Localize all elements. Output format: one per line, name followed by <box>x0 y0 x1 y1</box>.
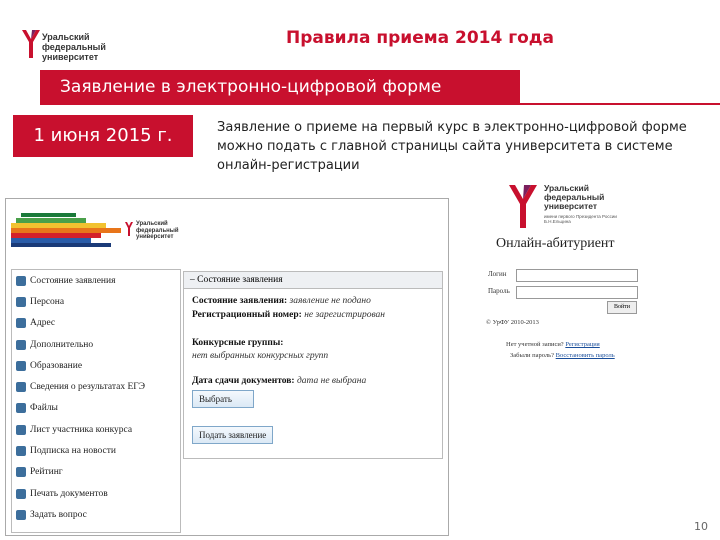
choose-button[interactable]: Выбрать <box>192 390 254 408</box>
reg-number-line: Регистрационный номер: не зарегистрирован <box>192 310 385 320</box>
sidebar-item-education[interactable]: Образование <box>12 355 180 376</box>
password-input[interactable] <box>516 286 638 299</box>
password-label: Пароль <box>488 287 510 295</box>
education-icon <box>16 361 26 371</box>
login-label: Логин <box>488 270 507 278</box>
question-icon <box>16 510 26 520</box>
sidebar-item-status[interactable]: Состояние заявления <box>12 270 180 291</box>
panel-header: – Состояние заявления <box>184 272 442 289</box>
online-applicant-login-screenshot <box>482 178 642 363</box>
logo-text: Уральский федеральный университет <box>544 183 605 211</box>
logo-text: Уральский федеральный университет <box>136 221 179 240</box>
logo-text: Уральский федеральный университет <box>42 32 106 62</box>
divider <box>40 103 720 105</box>
sidebar-item-address[interactable]: Адрес <box>12 313 180 334</box>
print-icon <box>16 489 26 499</box>
forgot-line: Забыли пароль? Восстановить пароль <box>510 352 615 359</box>
description-text: Заявление о приеме на первый курс в электронно-цифровой форме можно подать с главной страницы сайта университета в системе онлайн-регистрации <box>217 120 687 173</box>
sidebar-item-person[interactable]: Персона <box>12 291 180 312</box>
news-subscription-icon <box>16 446 26 456</box>
section-title: Заявление в электронно-цифровой форме <box>60 77 442 97</box>
sidebar-item-print[interactable]: Печать документов <box>12 483 180 504</box>
address-icon <box>16 318 26 328</box>
status-panel <box>183 271 443 459</box>
sidebar-item-extra[interactable]: Дополнительно <box>12 334 180 355</box>
login-input[interactable] <box>516 269 638 282</box>
sidebar-item-question[interactable]: Задать вопрос <box>12 504 180 525</box>
copyright: © УрФУ 2010-2013 <box>486 319 539 326</box>
university-y-icon <box>20 28 42 60</box>
page-number: 10 <box>694 520 708 533</box>
recover-password-link[interactable]: Восстановить пароль <box>555 352 615 359</box>
cabinet-sidebar <box>11 269 181 533</box>
contest-sheet-icon <box>16 425 26 435</box>
files-icon <box>16 403 26 413</box>
login-button[interactable]: Войти <box>607 301 637 314</box>
groups-value: нет выбранных конкурсных групп <box>192 351 329 361</box>
no-account-line: Нет учетной записи? Регистрация <box>506 341 600 348</box>
date-badge <box>13 115 193 157</box>
sidebar-item-exam-results[interactable]: Сведения о результатах ЕГЭ <box>12 376 180 397</box>
university-y-icon <box>506 182 540 230</box>
section-title-bar <box>40 70 520 105</box>
register-link[interactable]: Регистрация <box>565 341 600 348</box>
sidebar-item-files[interactable]: Файлы <box>12 398 180 419</box>
sidebar-item-news[interactable]: Подписка на новости <box>12 440 180 461</box>
person-icon <box>16 297 26 307</box>
status-icon <box>16 276 26 286</box>
page-title: Правила приема 2014 года <box>285 28 554 48</box>
applicant-cabinet-screenshot <box>5 198 449 536</box>
logo-subtitle: имени первого Президента России Б.Н.Ельцина <box>544 214 617 224</box>
sidebar-item-contest-sheet[interactable]: Лист участника конкурса <box>12 419 180 440</box>
university-y-icon <box>124 221 134 237</box>
date-line: Дата сдачи документов: дата не выбрана <box>192 376 367 386</box>
extra-icon <box>16 340 26 350</box>
sidebar-item-rating[interactable]: Рейтинг <box>12 462 180 483</box>
status-line: Состояние заявления: заявление не подано <box>192 296 371 306</box>
rating-icon <box>16 467 26 477</box>
ural-university-logo <box>20 28 130 68</box>
submit-application-button[interactable]: Подать заявление <box>192 426 273 444</box>
exam-results-icon <box>16 382 26 392</box>
date-text: 1 июня 2015 г. <box>33 125 173 146</box>
groups-label: Конкурсные группы: <box>192 338 284 348</box>
online-applicant-title: Онлайн-абитуриент <box>496 236 615 251</box>
